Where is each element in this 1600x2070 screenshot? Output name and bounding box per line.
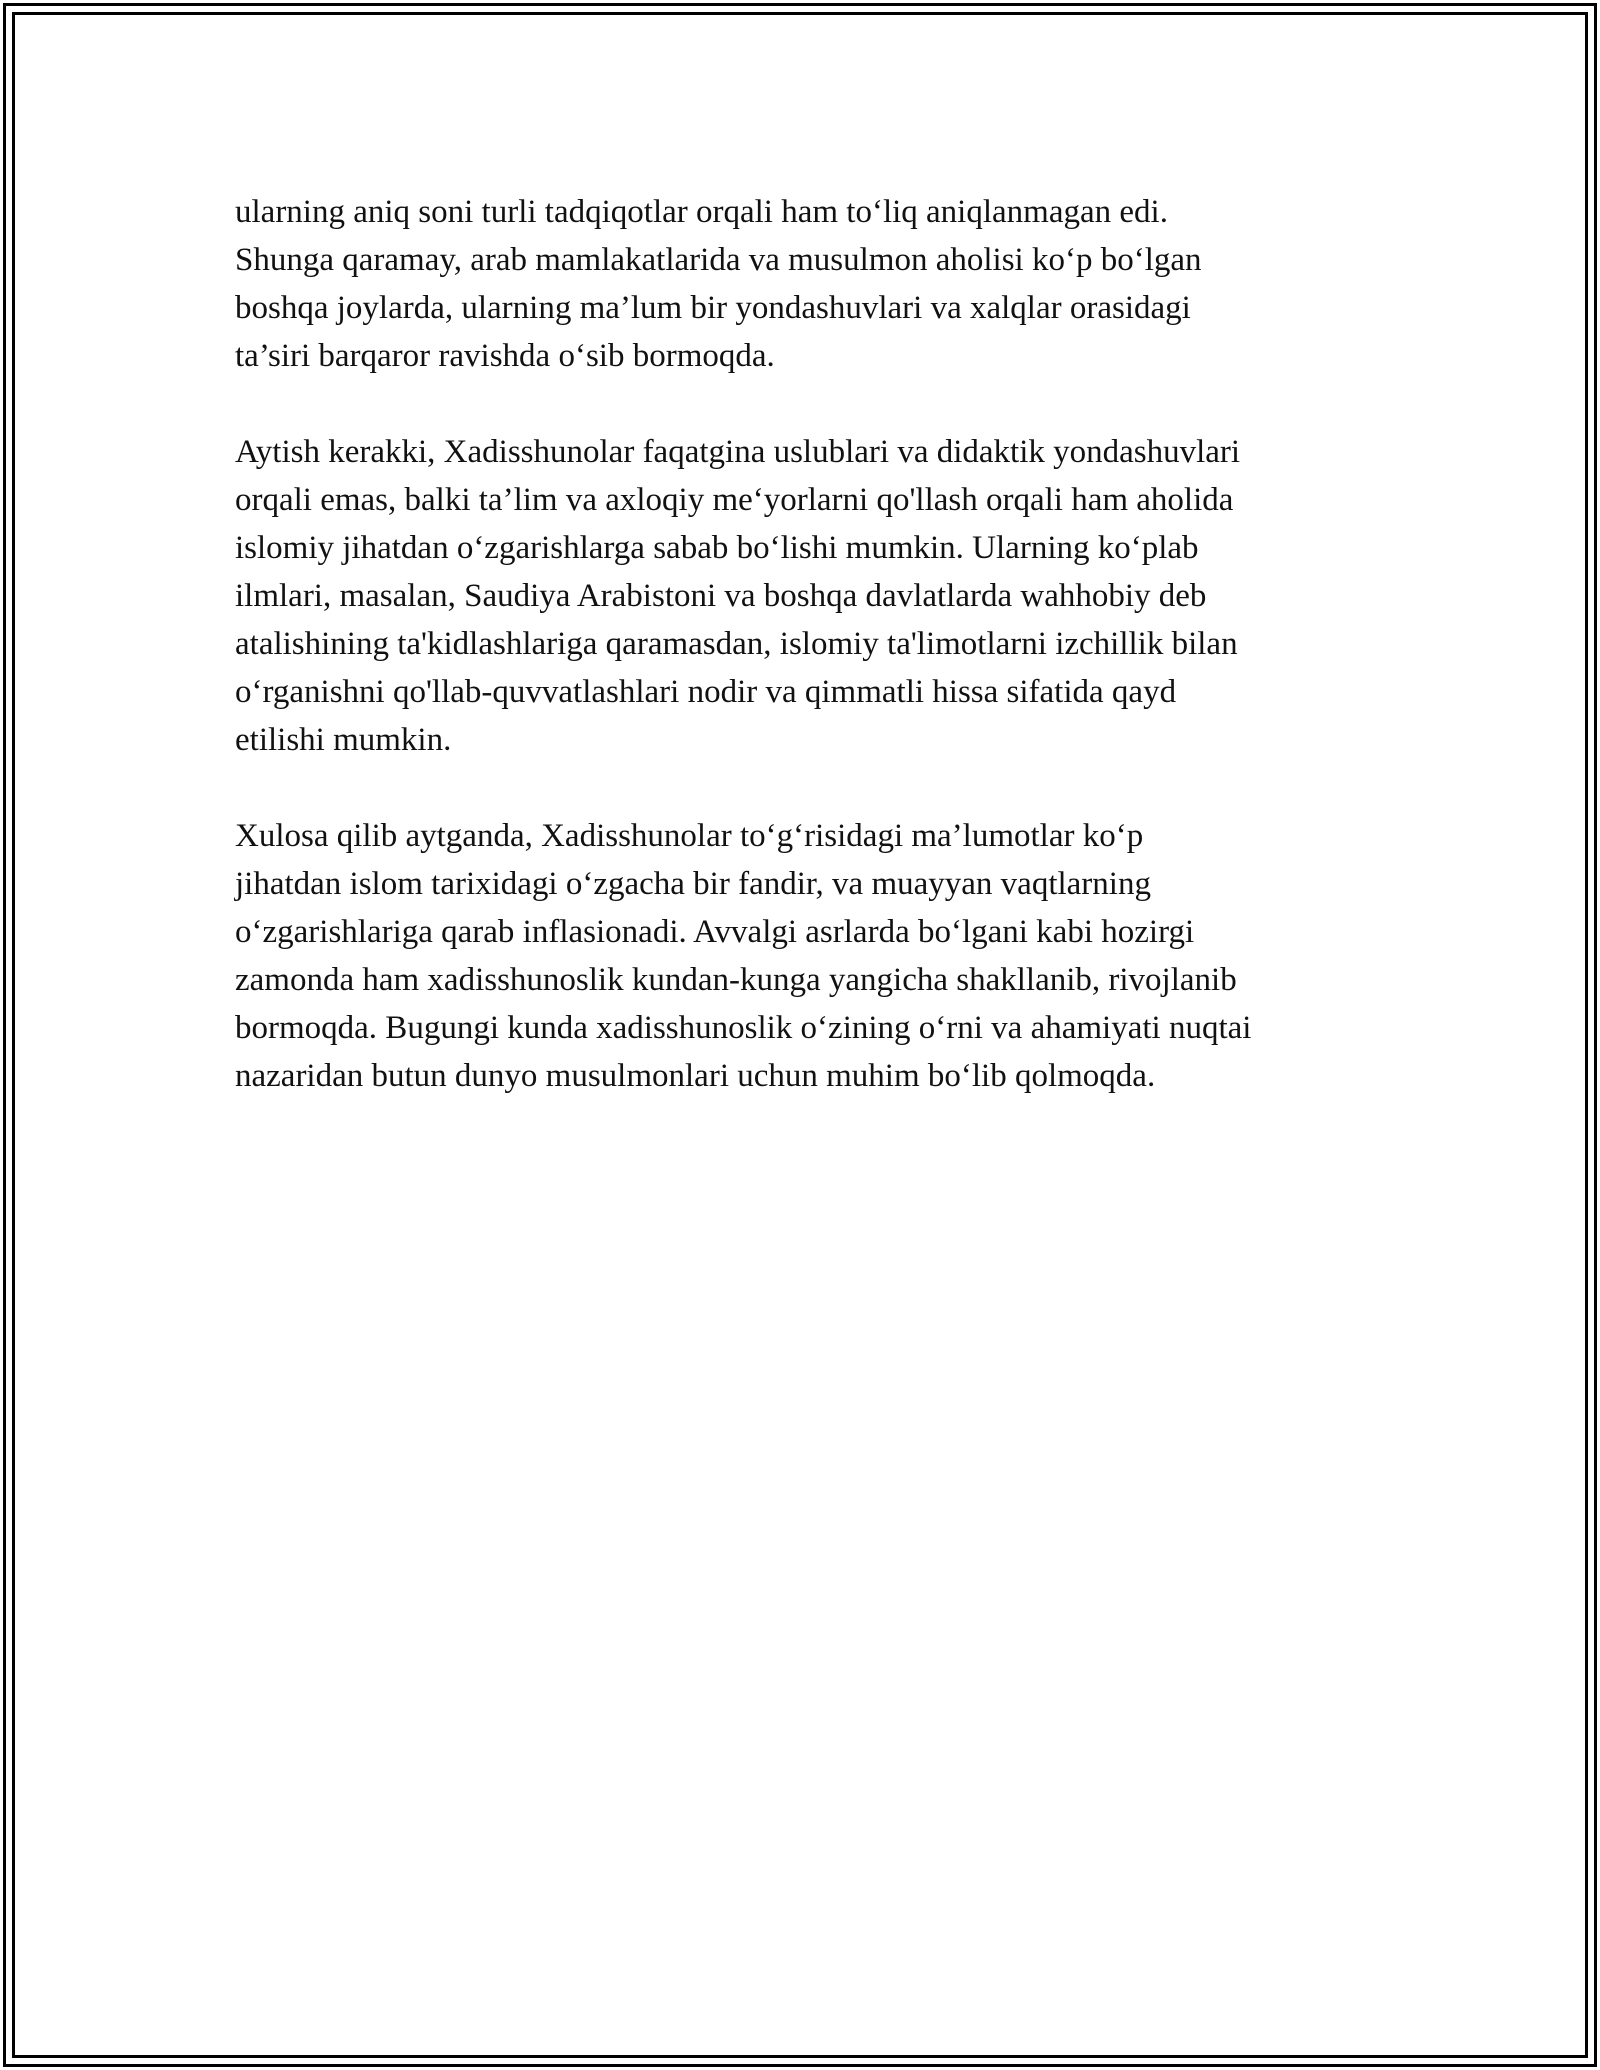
document-body — [235, 188, 1395, 1100]
text-line: ta’siri barqaror ravishda o‘sib bormoqda. — [235, 338, 775, 374]
text-line: o‘rganishni qo'llab-quvvatlashlari nodir va qimmatli hissa sifatida qayd — [235, 674, 1177, 710]
text-line: zamonda ham xadisshunoslik kundan-kunga yangicha shakllanib, rivojlanib — [235, 962, 1237, 998]
text-line: Xulosa qilib aytganda, Xadisshunolar to‘g‘risidagi ma’lumotlar ko‘p — [235, 818, 1144, 854]
text-line: bormoqda. Bugungi kunda xadisshunoslik o‘zining o‘rni va ahamiyati nuqtai — [235, 1010, 1252, 1046]
text-line: atalishining ta'kidlashlariga qaramasdan, islomiy ta'limotlarni izchillik bilan — [235, 626, 1238, 662]
paragraph-1 — [235, 188, 1395, 380]
paragraph-3 — [235, 812, 1395, 1100]
text-line: nazaridan butun dunyo musulmonlari uchun muhim bo‘lib qolmoqda. — [235, 1058, 1156, 1094]
text-line: orqali emas, balki ta’lim va axloqiy me‘yorlarni qo'llash orqali ham aholida — [235, 482, 1234, 518]
text-line: ilmlari, masalan, Saudiya Arabistoni va boshqa davlatlarda wahhobiy deb — [235, 578, 1207, 614]
paragraph-2 — [235, 428, 1395, 764]
text-line: ularning aniq soni turli tadqiqotlar orqali ham to‘liq aniqlanmagan edi. — [235, 194, 1168, 230]
text-line: jihatdan islom tarixidagi o‘zgacha bir fandir, va muayyan vaqtlarning — [235, 866, 1151, 902]
text-line: islomiy jihatdan o‘zgarishlarga sabab bo‘lishi mumkin. Ularning ko‘plab — [235, 530, 1199, 566]
text-line: boshqa joylarda, ularning ma’lum bir yondashuvlari va xalqlar orasidagi — [235, 290, 1191, 326]
text-line: Shunga qaramay, arab mamlakatlarida va musulmon aholisi ko‘p bo‘lgan — [235, 242, 1202, 278]
text-line: Aytish kerakki, Xadisshunolar faqatgina uslublari va didaktik yondashuvlari — [235, 434, 1241, 470]
text-line: o‘zgarishlariga qarab inflasionadi. Avvalgi asrlarda bo‘lgani kabi hozirgi — [235, 914, 1195, 950]
text-line: etilishi mumkin. — [235, 722, 452, 758]
